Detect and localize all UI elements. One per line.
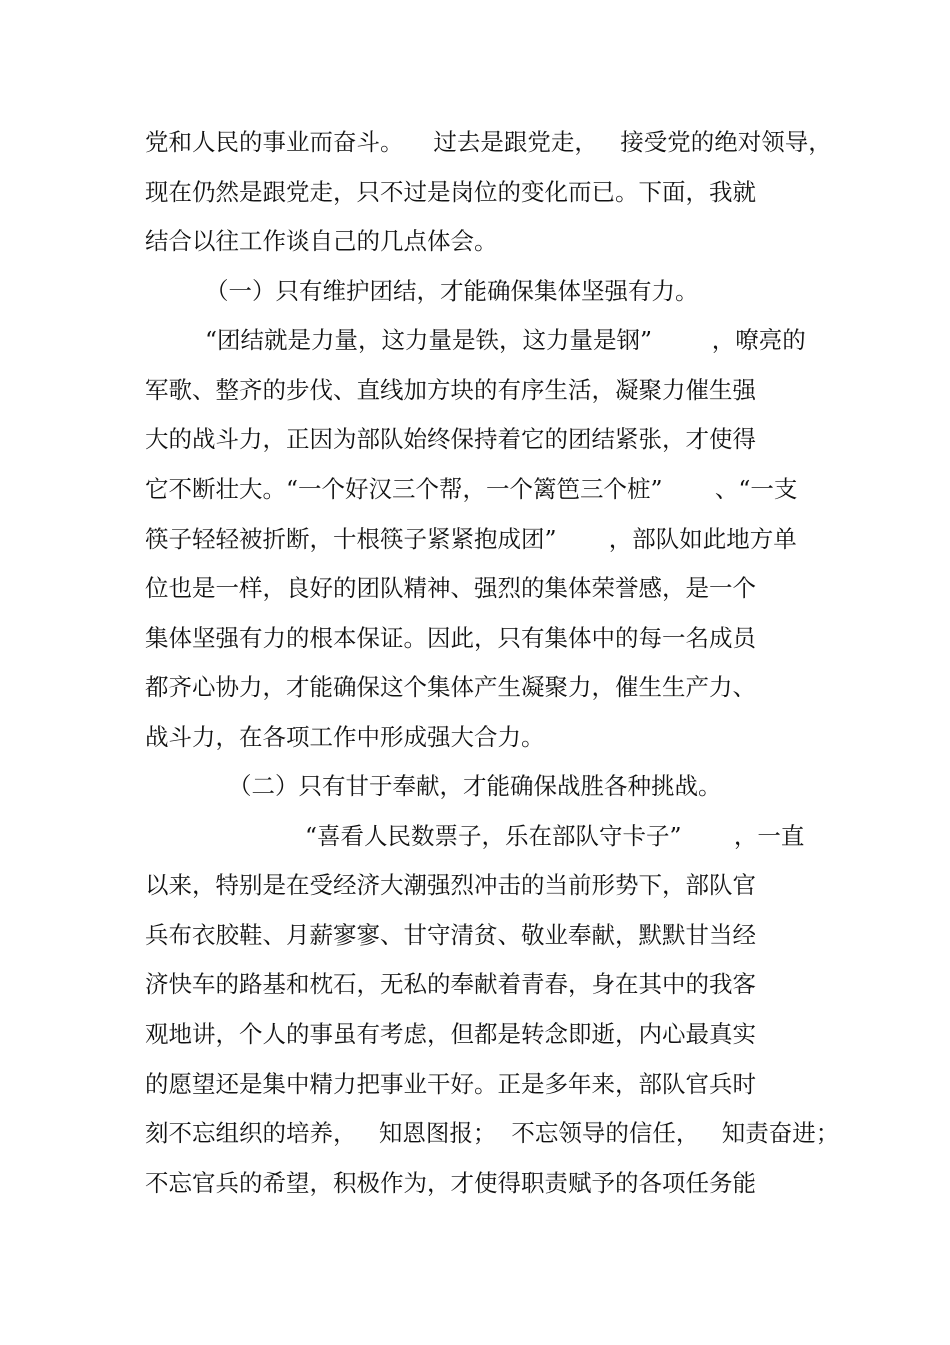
body-line-10: 位也是一样，良好的团队精神、强烈的集体荣誉感，是一个 [145,574,756,602]
body-line-5: “团结就是力量，这力量是铁，这力量是钢” ，嘹亮的 [205,326,806,354]
body-line-22: 不忘官兵的希望，积极作为，才使得职责赋予的各项任务能 [145,1169,756,1197]
body-line-9: 筷子轻轻被折断，十根筷子紧紧抱成团” ，部队如此地方单 [145,525,797,553]
body-line-19: 观地讲，个人的事虽有考虑，但都是转念即逝，内心最真实 [145,1020,756,1048]
body-line-12: 都齐心协力，才能确保这个集体产生凝聚力，催生生产力、 [145,673,756,701]
body-line-1: 党和人民的事业而奋斗。 过去是跟党走， 接受党的绝对领导， [145,128,832,156]
body-line-21: 刻不忘组织的培养， 知恩图报； 不忘领导的信任， 知责奋进； [145,1119,840,1147]
body-line-3: 结合以往工作谈自己的几点体会。 [145,227,498,255]
body-line-15: “喜看人民数票子，乐在部队守卡子” ，一直 [305,822,805,850]
body-line-18: 济快车的路基和枕石，无私的奉献着青春，身在其中的我客 [145,970,756,998]
body-line-6: 军歌、整齐的步伐、直线加方块的有序生活，凝聚力催生强 [145,376,756,404]
body-line-17: 兵布衣胶鞋、月薪寥寥、甘守清贫、敬业奉献，默默甘当经 [145,921,756,949]
section-heading-2: （二）只有甘于奉献，才能确保战胜各种挑战。 [228,772,722,800]
body-line-8: 它不断壮大。“一个好汉三个帮，一个篱笆三个桩” 、“一支 [145,475,798,503]
body-line-13: 战斗力，在各项工作中形成强大合力。 [145,723,545,751]
body-line-20: 的愿望还是集中精力把事业干好。正是多年来，部队官兵时 [145,1070,756,1098]
body-line-7: 大的战斗力，正因为部队始终保持着它的团结紧张，才使得 [145,425,756,453]
body-line-16: 以来，特别是在受经济大潮强烈冲击的当前形势下，部队官 [145,871,756,899]
section-heading-1: （一）只有维护团结，才能确保集体坚强有力。 [205,277,699,305]
body-line-11: 集体坚强有力的根本保证。因此，只有集体中的每一名成员 [145,624,756,652]
body-line-2: 现在仍然是跟党走，只不过是岗位的变化而已。下面，我就 [145,178,756,206]
